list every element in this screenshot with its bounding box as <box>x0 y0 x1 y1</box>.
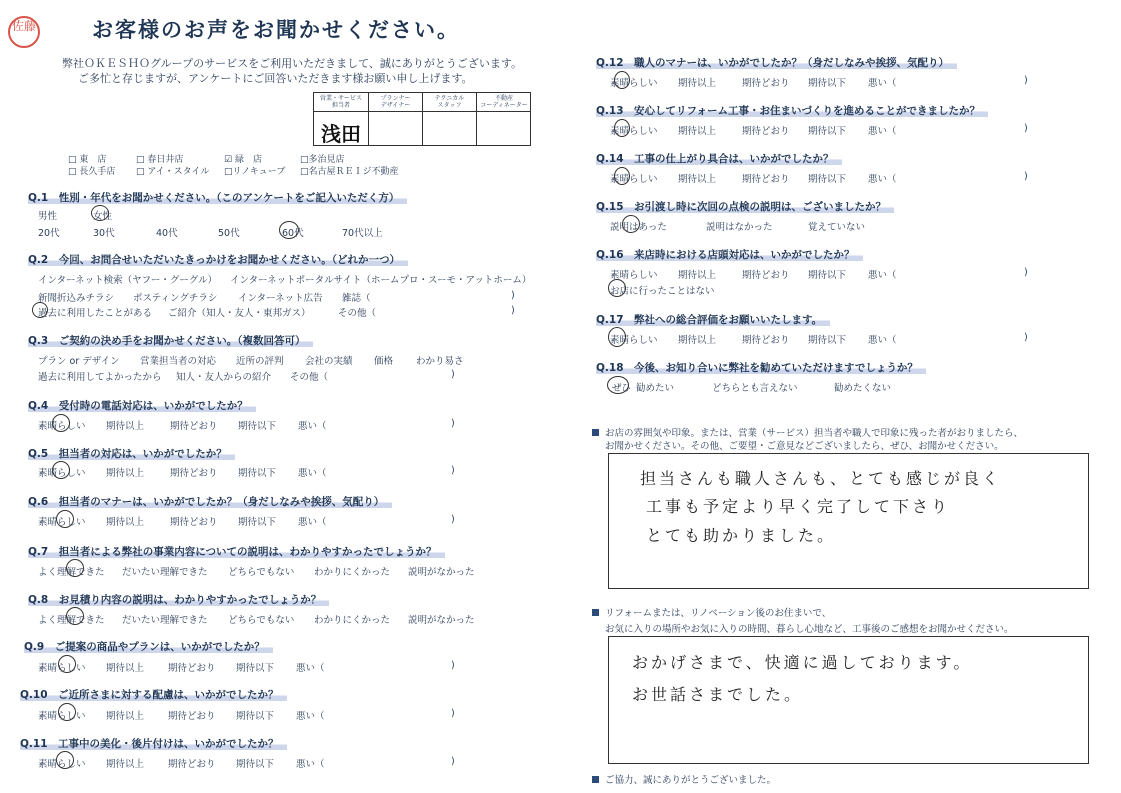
question-9: Q.9 ご提案の商品やプランは、いかがでしたか？ <box>24 639 273 654</box>
option[interactable]: 悪い（ <box>868 174 897 185</box>
option[interactable]: 期待以下 <box>238 517 277 528</box>
answer-circle <box>32 302 48 318</box>
option[interactable]: 期待以上 <box>678 174 717 185</box>
option[interactable]: 期待以上 <box>106 468 145 479</box>
option[interactable]: 会社の実績 <box>305 356 353 367</box>
comment-1-line-1: 担当さんも職人さんも、とても感じが良く <box>640 469 1002 488</box>
option[interactable]: 女性 <box>93 211 113 222</box>
checked-box-icon: ☑ <box>224 155 233 165</box>
staff-table <box>313 92 531 146</box>
option[interactable]: 期待以下 <box>238 421 277 432</box>
option: ) <box>451 418 455 429</box>
store-renocube[interactable]: □リノキューブ <box>224 167 286 177</box>
answer-circle <box>279 221 299 239</box>
option[interactable]: 勧めたくない <box>834 383 892 394</box>
option[interactable]: 素晴らしい <box>610 270 658 281</box>
answer-circle <box>622 215 640 233</box>
comment-2-prompt-line-1: リフォームまたは、リノベーション後のお住まいで、 <box>592 605 831 619</box>
option[interactable]: 素晴らしい <box>610 335 658 346</box>
option[interactable]: 過去に利用したことがある <box>38 308 153 319</box>
option: ) <box>451 465 455 476</box>
answer-circle <box>52 414 70 432</box>
option[interactable]: 期待どおり <box>168 663 216 674</box>
store-rei[interactable]: □名古屋ＲＥＩジ不動産 <box>300 167 399 177</box>
question-12: Q.12 職人のマナーは、いかがでしたか？（身だしなみや挨拶、気配り） <box>596 55 957 70</box>
option: ) <box>1024 75 1028 86</box>
option[interactable]: 期待以上 <box>106 711 145 722</box>
option[interactable]: 素晴らしい <box>610 78 658 89</box>
option[interactable]: 期待以下 <box>236 711 275 722</box>
option[interactable]: 50代 <box>218 228 240 239</box>
option: ) <box>511 290 515 301</box>
square-bullet-icon <box>592 429 599 436</box>
question-16: Q.16 来店時における店頭対応は、いかがでしたか？ <box>596 247 863 262</box>
footer-thanks: ご協力、誠にありがとうございました。 <box>592 772 776 786</box>
option[interactable]: 悪い（ <box>296 663 325 674</box>
question-5: Q.5 担当者の対応は、いかがでしたか？ <box>28 446 235 461</box>
option[interactable]: 期待どおり <box>742 270 790 281</box>
option[interactable]: 悪い（ <box>298 468 327 479</box>
comment-2-line-1: おかげさまで、快適に過しております。 <box>632 653 973 672</box>
option[interactable]: 期待以下 <box>238 468 277 479</box>
answer-circle <box>58 703 76 721</box>
option[interactable]: 説明がなかった <box>408 615 475 626</box>
staff-value-planner <box>369 112 422 118</box>
option[interactable]: 説明はあった <box>610 222 667 233</box>
answer-circle <box>56 510 74 528</box>
store-kasugai[interactable]: □ 春日井店 <box>136 155 184 165</box>
option[interactable]: インターネット検索（ヤフー・グーグル） <box>38 275 218 286</box>
option[interactable]: ポスティングチラシ <box>133 293 218 304</box>
option[interactable]: 悪い（ <box>868 126 897 137</box>
store-nagakute[interactable]: □ 長久手店 <box>68 167 116 177</box>
answer-circle <box>607 376 632 394</box>
option[interactable]: 40代 <box>156 228 178 239</box>
staff-header-sales: 営業・サービス 担当者 <box>314 93 368 112</box>
option[interactable]: 素晴らしい <box>610 174 658 185</box>
answer-circle <box>58 655 76 673</box>
staff-value-sales: 浅田 <box>321 122 361 146</box>
option[interactable]: ご紹介（知人・友人・東邦ガス） <box>168 308 311 319</box>
option[interactable]: 悪い（ <box>296 759 325 770</box>
comment-1-prompt-line-1: お店の雰囲気や印象。または、営業（サービス）担当者や職人で印象に残った者がおりましたら、 <box>592 425 1023 439</box>
option[interactable]: 悪い（ <box>868 78 897 89</box>
option[interactable]: お店に行ったことはない <box>610 286 715 297</box>
option[interactable]: 30代 <box>93 228 115 239</box>
option[interactable]: 悪い（ <box>298 421 327 432</box>
answer-circle <box>614 71 630 89</box>
option[interactable]: 過去に利用してよかったから <box>38 372 162 383</box>
answer-circle <box>91 205 109 221</box>
question-2: Q.2 今回、お問合せいただいたきっかけをお聞かせください。（どれか一つ） <box>28 252 408 267</box>
option[interactable]: 期待以下 <box>236 663 275 674</box>
store-label: 多治見店 <box>308 155 345 165</box>
store-istyle[interactable]: □ アイ・スタイル <box>136 167 210 177</box>
comment-1-line-3: とても助かりました。 <box>646 526 837 545</box>
option: ) <box>451 660 455 671</box>
option: ) <box>1024 267 1028 278</box>
comment-2-prompt-line-2: お気に入りの場所やお気に入りの時間、暮らし心地など、工事後のご感想をお聞かせください。 <box>605 624 1014 635</box>
option[interactable]: 期待以下 <box>808 126 847 137</box>
question-8: Q.8 お見積り内容の説明は、わかりやすかったでしょうか？ <box>28 592 329 607</box>
option[interactable]: 素晴らしい <box>38 517 86 528</box>
option[interactable]: 雑誌（ <box>342 293 371 304</box>
option[interactable]: 素晴らしい <box>38 759 86 770</box>
option[interactable]: インターネット広告 <box>238 293 323 304</box>
answer-circle <box>608 327 626 347</box>
option[interactable]: 期待どおり <box>168 711 216 722</box>
option[interactable]: 勧めたい <box>636 383 675 394</box>
option[interactable]: 期待以上 <box>106 517 145 528</box>
option[interactable]: 知人・友人からの紹介 <box>176 372 272 383</box>
option: ) <box>451 514 455 525</box>
question-15: Q.15 お引渡し時に次回の点検の説明は、ございましたか？ <box>596 199 894 214</box>
option[interactable]: その他（ <box>290 372 329 383</box>
option[interactable]: 期待以下 <box>236 759 275 770</box>
option[interactable]: 期待以下 <box>808 335 847 346</box>
option[interactable]: 説明はなかった <box>706 222 773 233</box>
option: ) <box>451 756 455 767</box>
question-7: Q.7 担当者による弊社の事業内容についての説明は、わかりやすかったでしょうか？ <box>28 544 445 559</box>
comment-1-prompt-line-2: お聞かせください。その他、ご要望・ご意見などございましたら、ぜひ、お聞かせください。 <box>605 441 1004 452</box>
option[interactable]: よく理解できた <box>38 567 105 578</box>
option[interactable]: 素晴らしい <box>38 711 86 722</box>
answer-circle <box>608 279 626 297</box>
option[interactable]: 悪い（ <box>298 517 327 528</box>
store-label: 緑 店 <box>234 155 262 165</box>
comment-1-line-2: 工事も予定より早く完了して下さり <box>646 497 951 516</box>
option[interactable]: 悪い（ <box>296 711 325 722</box>
comment-2-line-2: お世話さまでした。 <box>632 685 804 704</box>
question-1: Q.1 性別・年代をお聞かせください。（このアンケートをご記入いただく方） <box>28 190 407 205</box>
option[interactable]: どちらでもない <box>228 567 295 578</box>
option[interactable]: 期待どおり <box>170 421 218 432</box>
option[interactable]: 素晴らしい <box>610 126 658 137</box>
option[interactable]: 期待以上 <box>106 421 145 432</box>
option: ) <box>1024 332 1028 343</box>
answer-circle <box>52 461 70 479</box>
option[interactable]: 60代 <box>282 228 304 239</box>
store-label: 名古屋ＲＥＩジ不動産 <box>308 167 399 177</box>
option[interactable]: 期待どおり <box>168 759 216 770</box>
option[interactable]: 期待どおり <box>170 517 218 528</box>
intro-line-1: 弊社ＯＫＥＳＨＯグループのサービスをご利用いただきまして、誠にありがとうございます。 <box>62 57 523 70</box>
intro-line-2: ご多忙と存じますが、アンケートにご回答いただきます様お願い申し上げます。 <box>78 72 473 85</box>
answer-circle <box>614 119 630 137</box>
option[interactable]: 新聞折込みチラシ <box>38 293 115 304</box>
option[interactable]: 素晴らしい <box>38 663 86 674</box>
question-18: Q.18 今後、お知り合いに弊社を勧めていただけますでしょうか？ <box>596 360 926 375</box>
store-tajimi[interactable]: □多治見店 <box>300 155 345 165</box>
answer-circle <box>56 751 74 769</box>
option: ) <box>1024 123 1028 134</box>
option[interactable]: 期待どおり <box>742 78 790 89</box>
option[interactable]: インターネットポータルサイト（ホームプロ・スーモ・アットホーム） <box>230 275 532 286</box>
page-title: お客様のお声をお聞かせください。 <box>92 18 460 42</box>
option[interactable]: ぜひ <box>612 383 632 394</box>
option[interactable]: その他（ <box>338 308 377 319</box>
option[interactable]: だいたい理解できた <box>122 615 208 626</box>
question-13: Q.13 安心してリフォーム工事・お住まいづくりを進めることができましたか？ <box>596 103 988 118</box>
option[interactable]: 期待以上 <box>106 663 145 674</box>
question-10: Q.10 ご近所さまに対する配慮は、いかがでしたか？ <box>20 687 287 702</box>
option[interactable]: 価格 <box>374 356 394 367</box>
option[interactable]: 期待以上 <box>678 270 717 281</box>
option[interactable]: 期待以下 <box>808 270 847 281</box>
answer-circle <box>66 607 84 625</box>
answer-circle <box>66 559 84 577</box>
store-label: 東 店 <box>79 155 107 165</box>
option[interactable]: 期待以上 <box>678 78 717 89</box>
option: ) <box>451 708 455 719</box>
question-4: Q.4 受付時の電話対応は、いかがでしたか？ <box>28 398 256 413</box>
option[interactable]: 期待どおり <box>742 174 790 185</box>
staff-value-technical <box>423 112 476 118</box>
store-label: アイ・スタイル <box>147 167 210 177</box>
option[interactable]: 男性 <box>38 211 58 222</box>
option: ) <box>1024 171 1028 182</box>
option[interactable]: 期待どおり <box>742 126 790 137</box>
square-bullet-icon <box>592 776 599 783</box>
square-bullet-icon <box>592 609 599 616</box>
staff-header-planner: プランナー デザイナー <box>369 93 422 112</box>
option[interactable]: どちらでもない <box>228 615 295 626</box>
option[interactable]: 期待どおり <box>742 335 790 346</box>
question-3: Q.3 ご契約の決め手をお聞かせください。（複数回答可） <box>28 333 313 348</box>
store-east[interactable]: □ 東 店 <box>68 155 107 165</box>
option[interactable]: 近所の評判 <box>236 356 284 367</box>
option[interactable]: 期待以下 <box>808 78 847 89</box>
option[interactable]: 期待以上 <box>678 335 717 346</box>
option[interactable]: 素晴らしい <box>38 468 86 479</box>
option[interactable]: 70代以上 <box>342 228 383 239</box>
option[interactable]: 期待以上 <box>678 126 717 137</box>
option[interactable]: どちらとも言えない <box>712 383 798 394</box>
option[interactable]: 20代 <box>38 228 60 239</box>
option[interactable]: わかりにくかった <box>314 615 391 626</box>
option[interactable]: 期待以下 <box>808 174 847 185</box>
option[interactable]: わかりにくかった <box>314 567 391 578</box>
answer-circle <box>614 167 630 185</box>
option[interactable]: だいたい理解できた <box>122 567 208 578</box>
option: ) <box>451 369 455 380</box>
option[interactable]: 説明がなかった <box>408 567 475 578</box>
question-11: Q.11 工事中の美化・後片付けは、いかがでしたか？ <box>20 736 287 751</box>
question-17: Q.17 弊社への総合評価をお願いいたします。 <box>596 312 830 327</box>
option[interactable]: 素晴らしい <box>38 421 86 432</box>
question-6: Q.6 担当者のマナーは、いかがでしたか？（身だしなみや挨拶、気配り） <box>28 494 392 509</box>
option[interactable]: 期待以上 <box>106 759 145 770</box>
question-14: Q.14 工事の仕上がり具合は、いかがでしたか？ <box>596 151 842 166</box>
store-label: 長久手店 <box>79 167 116 177</box>
option[interactable]: プラン or デザイン <box>38 356 120 367</box>
option[interactable]: 期待どおり <box>170 468 218 479</box>
staff-header-technical: テクニカル スタッフ <box>423 93 476 112</box>
option[interactable]: わかり易さ <box>416 356 464 367</box>
store-label: 春日井店 <box>147 155 184 165</box>
option[interactable]: 営業担当者の対応 <box>140 356 217 367</box>
option[interactable]: 悪い（ <box>868 270 897 281</box>
store-label: リノキューブ <box>232 167 286 177</box>
option[interactable]: 覚えていない <box>808 222 866 233</box>
option[interactable]: 悪い（ <box>868 335 897 346</box>
option[interactable]: よく理解できた <box>38 615 105 626</box>
option: ) <box>511 305 515 316</box>
name-seal-stamp: 佐藤 <box>8 16 40 48</box>
staff-value-realestate <box>477 112 531 118</box>
staff-header-realestate: 不動産 コーディネーター <box>477 93 531 112</box>
